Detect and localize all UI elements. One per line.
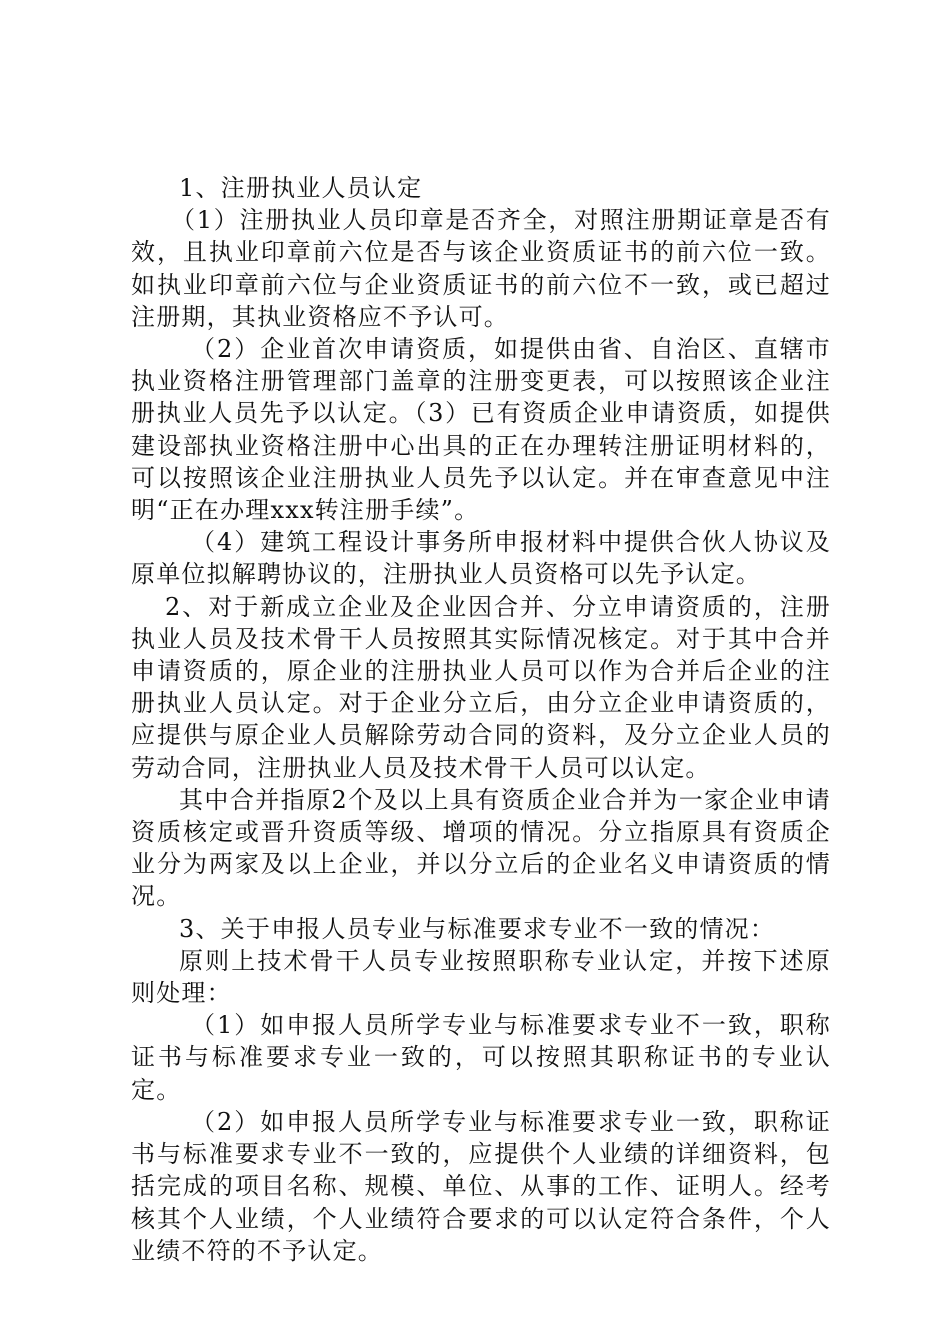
paragraph-merge-split-definition: 其中合并指原2个及以上具有资质企业合并为一家企业申请资质核定或晋升资质等级、增项的情况。分立指原具有资质企业分为两家及以上企业，并以分立后的企业名义申请资质的情况。	[131, 785, 831, 911]
section-heading-1: 1、注册执业人员认定	[179, 174, 423, 202]
paragraph-rule-1: （1）如申报人员所学专业与标准要求专业不一致，职称证书与标准要求专业一致的，可以按照其职称证书的专业认定。	[131, 1011, 831, 1104]
paragraph-item-4: （4）建筑工程设计事务所申报材料中提供合伙人协议及原单位拟解聘协议的，注册执业人员资格可以先予认定。	[131, 528, 831, 589]
paragraph-item-2-3: （2）企业首次申请资质，如提供由省、自治区、直辖市执业资格注册管理部门盖章的注册变更表，可以按照该企业注册执业人员先予以认定。（3）已有资质企业申请资质，如提供建设部执业资格注册中心出具的正在办理转注册证明材料的，可以按照该企业注册执业人员先予以认定。并在审查意见中注明“正在办理xxx转注册手续”。	[131, 335, 831, 525]
paragraph-rule-2: （2）如申报人员所学专业与标准要求专业一致，职称证书与标准要求专业不一致的，应提供个人业绩的详细资料，包括完成的项目名称、规模、单位、从事的工作、证明人。经考核其个人业绩，个人业绩符合要求的可以认定符合条件，个人业绩不符的不予认定。	[131, 1107, 831, 1265]
paragraph-item-1: （1）注册执业人员印章是否齐全，对照注册期证章是否有效，且执业印章前六位是否与该企业资质证书的前六位一致。如执业印章前六位与企业资质证书的前六位不一致，或已超过注册期，其执业资格应不予认可。	[131, 206, 831, 331]
section-paragraph-2: 2、对于新成立企业及企业因合并、分立申请资质的，注册执业人员及技术骨干人员按照其实际情况核定。对于其中合并申请资质的，原企业的注册执业人员可以作为合并后企业的注册执业人员认定。对于企业分立后，由分立企业申请资质的，应提供与原企业人员解除劳动合同的资料，及分立企业人员的劳动合同，注册执业人员及技术骨干人员可以认定。	[131, 592, 831, 782]
section-heading-3: 3、关于申报人员专业与标准要求专业不一致的情况：	[179, 914, 776, 943]
paragraph-principle: 原则上技术骨干人员专业按照职称专业认定，并按下述原则处理：	[131, 946, 831, 1008]
document-body	[131, 172, 831, 1267]
